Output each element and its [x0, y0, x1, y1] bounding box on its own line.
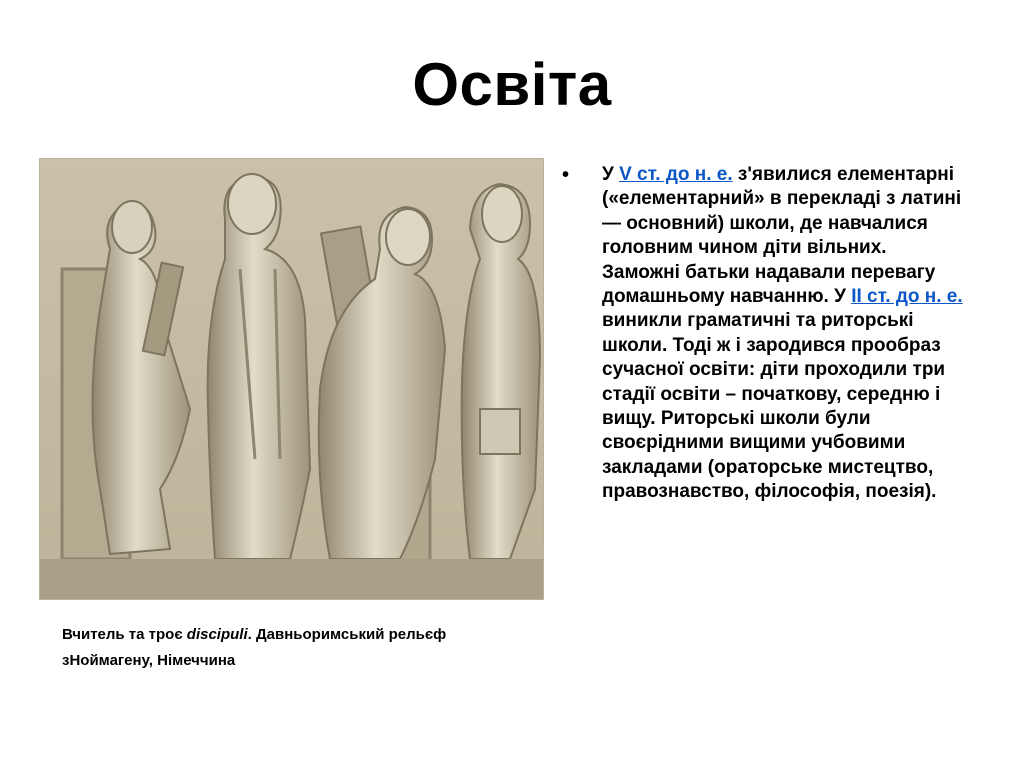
caption-text-1: Вчитель та троє: [62, 626, 187, 643]
bullet-marker: •: [562, 164, 570, 186]
caption-text-2: . Давньоримський рельєф зНоймагену, Німеччина: [62, 626, 447, 669]
body-text-3: виникли граматичні та риторські школи. Тоді ж і зародився прообраз сучасної освіти: діти проходили три стадії освіти – початкову, середню і вищу. Риторські школи були своєрідними вищими учбовими закладами (ораторське мистецтво, правознавство, філософія, поезія).: [602, 310, 946, 503]
figure-right-standing: [462, 184, 540, 559]
link-2nd-century-bc[interactable]: II ст. до н. е.: [851, 286, 963, 308]
link-5th-century-bc[interactable]: V ст. до н. е.: [619, 164, 733, 185]
bullet-list: [562, 163, 963, 505]
bullet-paragraph: [602, 163, 963, 505]
image-caption: [62, 622, 482, 674]
body-text-2: з'явилися елементарні («елементарний» в перекладі з латині — основний) школи, де навчалися головним чином діти вільних. Заможні батьки надавали перевагу домашньому навчанню. У: [602, 164, 962, 308]
figure-youth: [319, 207, 445, 569]
body-text-1: У: [602, 164, 620, 185]
caption-italic: discipuli: [186, 626, 248, 643]
relief-image: [39, 158, 544, 600]
slide-title: Освіта: [412, 51, 612, 118]
